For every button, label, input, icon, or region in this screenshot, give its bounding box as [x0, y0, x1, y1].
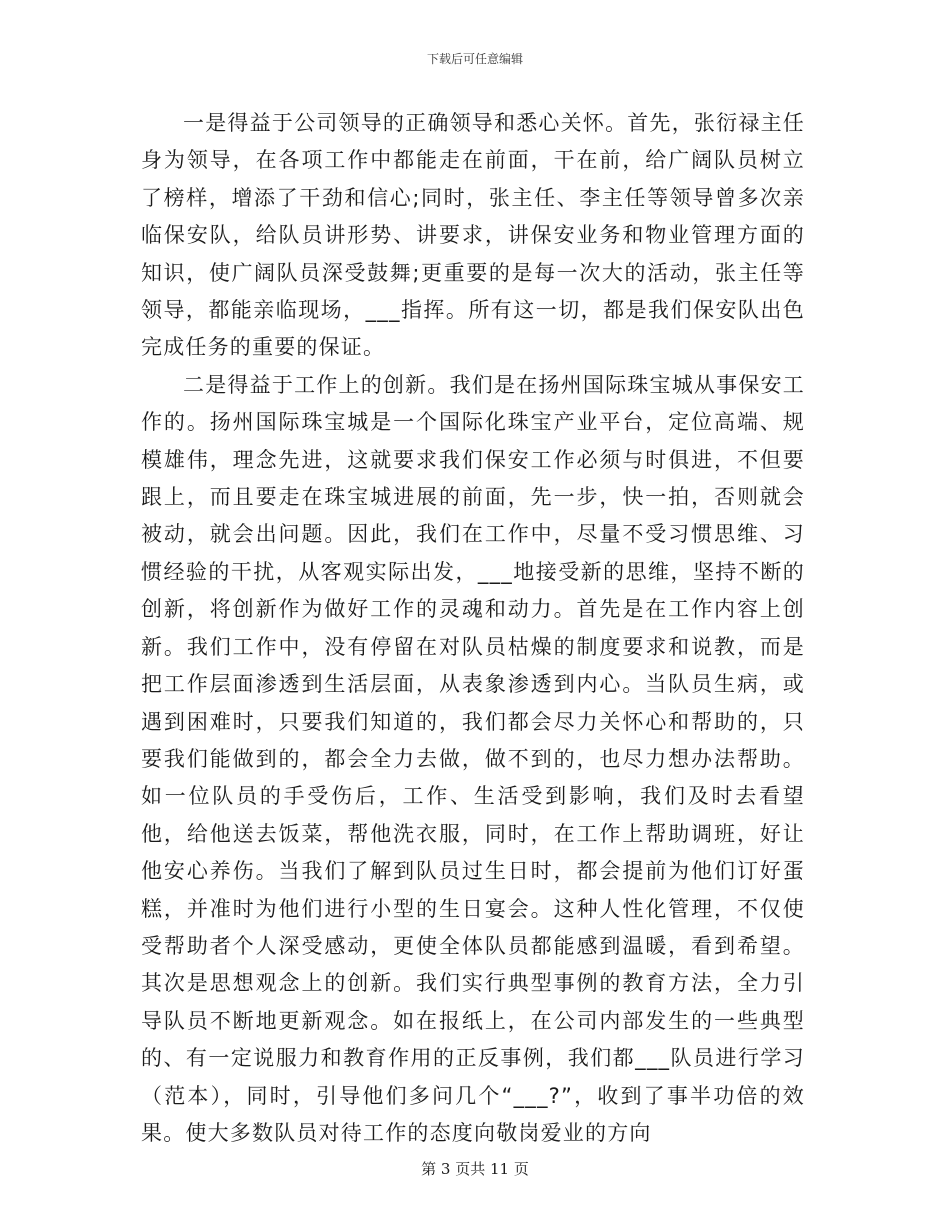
document-body	[141, 105, 805, 1152]
paragraph-2: 二是得益于工作上的创新。我们是在扬州国际珠宝城从事保安工作的。扬州国际珠宝城是一个国际化珠宝产业平台，定位高端、规模雄伟，理念先进，这就要求我们保安工作必须与时俱进，不但要跟上，而且要走在珠宝城进展的前面，先一步，快一拍，否则就会被动，就会出问题。因此，我们在工作中，尽量不受习惯思维、习惯经验的干扰，从客观实际出发，___地接受新的思维，坚持不断的创新，将创新作为做好工作的灵魂和动力。首先是在工作内容上创新。我们工作中，没有停留在对队员枯燥的制度要求和说教，而是把工作层面渗透到生活层面，从表象渗透到内心。当队员生病，或遇到困难时，只要我们知道的，我们都会尽力关怀心和帮助的，只要我们能做到的，都会全力去做，做不到的，也尽力想办法帮助。如一位队员的手受伤后，工作、生活受到影响，我们及时去看望他，给他送去饭菜，帮他洗衣服，同时，在工作上帮助调班，好让他安心养伤。当我们了解到队员过生日时，都会提前为他们订好蛋糕，并准时为他们进行小型的生日宴会。这种人性化管理，不仅使受帮助者个人深受感动，更使全体队员都能感到温暖，看到希望。其次是思想观念上的创新。我们实行典型事例的教育方法，全力引导队员不断地更新观念。如在报纸上，在公司内部发生的一些典型的、有一定说服力和教育作用的正反事例，我们都___队员进行学习（范本），同时，引导他们多问几个“___?”，收到了事半功倍的效果。使大多数队员对待工作的态度向敬岗爱业的方向	[141, 372, 805, 1145]
page-header: 下载后可任意编辑	[426, 52, 523, 66]
paragraph-1: 一是得益于公司领导的正确领导和悉心关怀。首先，张衍禄主任身为领导，在各项工作中都能走在前面，干在前，给广阔队员树立了榜样，增添了干劲和信心;同时，张主任、李主任等领导曾多次亲临保安队，给队员讲形势、讲要求，讲保安业务和物业管理方面的知识，使广阔队员深受鼓舞;更重要的是每一次大的活动，张主任等领导，都能亲临现场，___指挥。所有这一切，都是我们保安队出色完成任务的重要的保证。	[141, 111, 805, 360]
page-footer: 第 3 页共 11 页	[421, 1160, 529, 1178]
